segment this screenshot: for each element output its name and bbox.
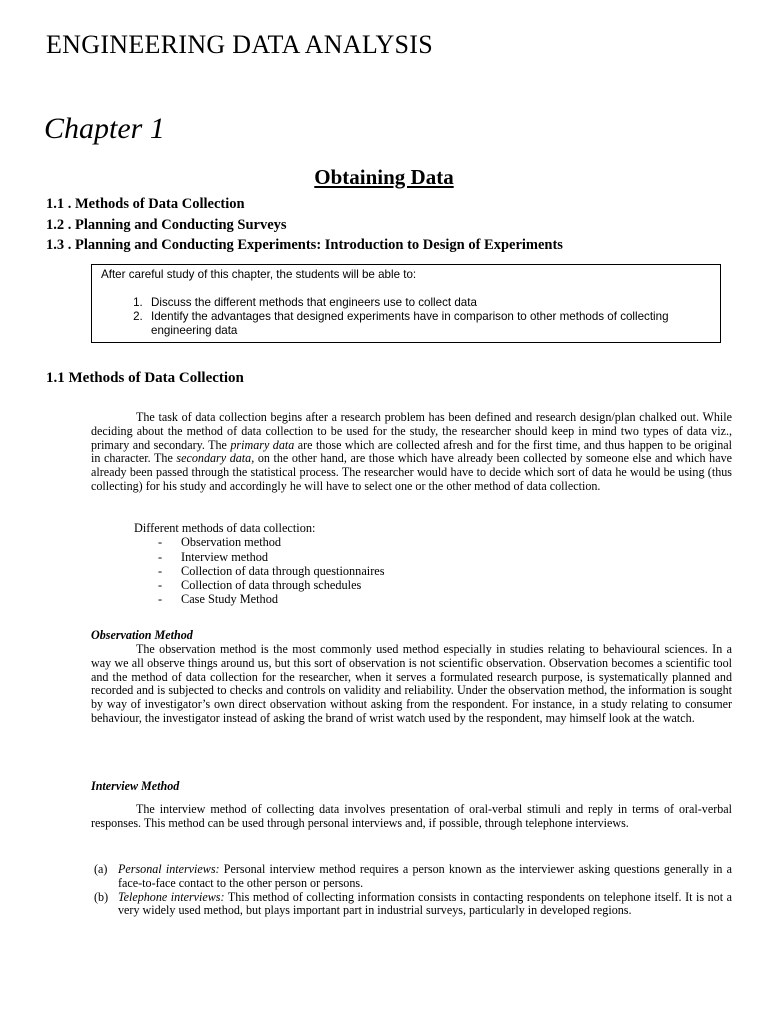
paragraph-text: The observation method is the most commonly used method especially in studies relating to behavioural sciences. In a way we all observe things around us, but this sort of observation is not scientific observation. Observation becomes a scientific tool and the method of data collection for the researcher, when it serves a formulated research purpose, is systematically planned and recorded and is subjected to checks and controls on validity and reliability. Under the observation method, the information is sought by way of investigator’s own direct observation without asking from the respondent. For instance, in a study relating to consumer behaviour, the investigator instead of asking the brand of wrist watch used by the respondent, may himself look at the watch. xyxy=(91,642,732,725)
list-item: - Interview method xyxy=(158,550,385,564)
list-item xyxy=(94,891,732,919)
data-collection-methods xyxy=(134,521,385,607)
section-title xyxy=(0,165,768,190)
objective-item: 2. Identify the advantages that designed experiments have in comparison to other methods of collecting engineering data xyxy=(146,310,711,338)
toc-item: 1.2 . Planning and Conducting Surveys xyxy=(46,216,287,233)
objective-item: 1. Discuss the different methods that engineers use to collect data xyxy=(146,296,711,310)
methods-list-intro: Different methods of data collection: xyxy=(134,521,316,535)
interview-paragraph xyxy=(91,803,732,831)
item-text: Personal interview method requires a person known as the interviewer asking questions generally in a face-to-face contact to the other person or persons. xyxy=(118,862,733,890)
primary-data-term: primary data xyxy=(230,437,295,452)
interview-types-list xyxy=(94,863,732,918)
list-item: - Observation method xyxy=(158,535,385,549)
observation-method-heading: Observation Method xyxy=(91,628,193,642)
objectives-list xyxy=(101,296,711,338)
observation-paragraph xyxy=(91,643,732,726)
toc-item: 1.1 . Methods of Data Collection xyxy=(46,196,245,212)
methods-list xyxy=(134,535,385,606)
list-item: - Collection of data through questionnaires xyxy=(158,564,385,578)
list-item: - Case Study Method xyxy=(158,592,385,606)
item-term: Personal interviews: xyxy=(118,862,220,876)
table-of-contents xyxy=(46,194,563,256)
item-text: This method of collecting information consists in contacting respondents on telephone itself. It is not a very widely used method, but plays important part in industrial surveys, particularly in developed regions. xyxy=(118,889,732,918)
paragraph-text: The task of data collection begins after a research problem has been defined and research design/plan chalked out. While deciding about the method of data collection to be used for the study, the researcher should keep in mind two types of data viz., primary and secondary. The xyxy=(91,410,732,452)
chapter-heading: Chapter 1 xyxy=(44,112,165,145)
item-term: Telephone interviews: xyxy=(118,889,225,904)
list-item xyxy=(94,863,732,891)
interview-method-heading: Interview Method xyxy=(91,779,180,793)
section-title-text: Obtaining Data xyxy=(314,165,454,189)
paragraph-text: The interview method of collecting data involves presentation of oral-verbal stimuli and reply in terms of oral-verbal responses. This method can be used through personal interviews and, if possible, through telephone interviews. xyxy=(91,802,732,830)
toc-item: 1.3 . Planning and Conducting Experiments: Introduction to Design of Experiments xyxy=(46,237,563,253)
objectives-intro: After careful study of this chapter, the students will be able to: xyxy=(101,268,417,281)
methods-heading: 1.1 Methods of Data Collection xyxy=(46,370,244,386)
list-item: - Collection of data through schedules xyxy=(158,578,385,592)
paragraph-text: on the other hand, are those which have already been collected by someone else and which have already been passed through the statistical process. The researcher would have to decide which sort of data he would be using (thus collecting) for his study and accordingly he will have to select one or the other method of data collection. xyxy=(91,451,732,493)
learning-objectives-box xyxy=(91,264,721,343)
secondary-data-term: secondary data, xyxy=(176,451,255,466)
methods-paragraph xyxy=(91,411,732,494)
paragraph-text: are those which are collected afresh and for the first time, and thus happen to be original in character. The xyxy=(91,437,732,466)
document-title: ENGINEERING DATA ANALYSIS xyxy=(46,30,434,59)
item-label: (a) xyxy=(94,862,108,876)
item-label: (b) xyxy=(94,889,109,904)
